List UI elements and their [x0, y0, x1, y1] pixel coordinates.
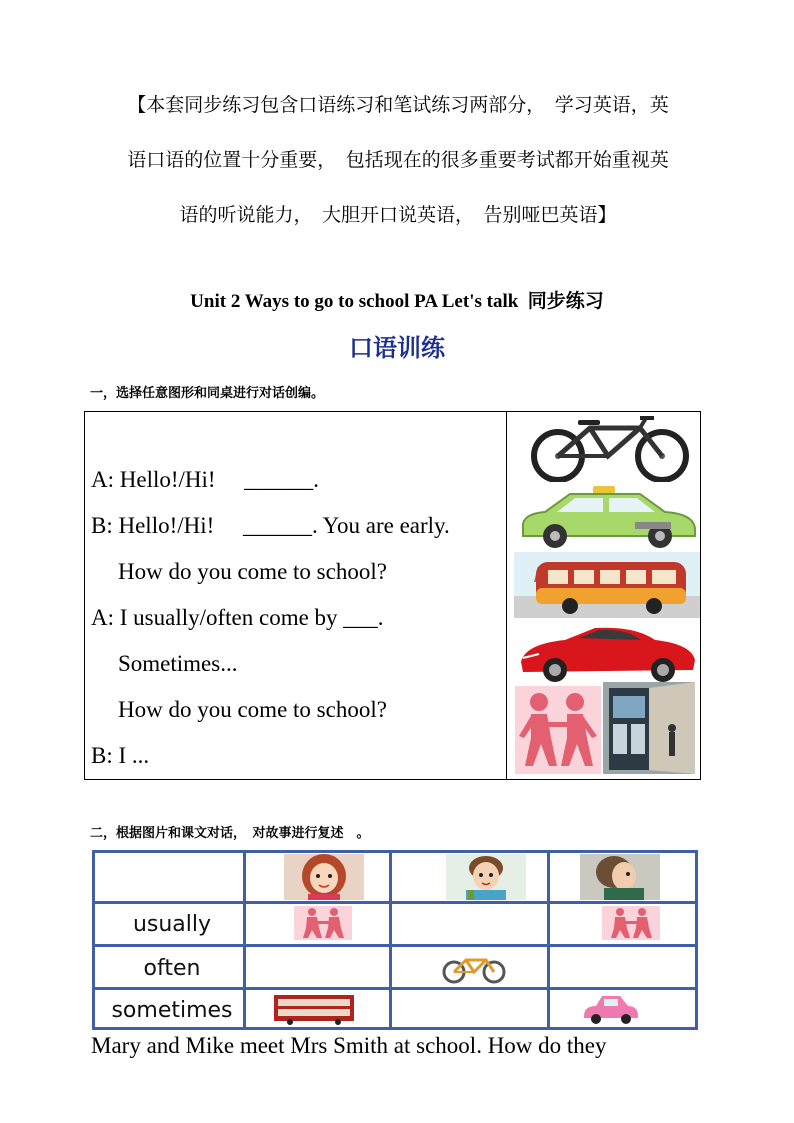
dialogue-line: A: I usually/often come by ___. [91, 605, 384, 630]
bus-icon [272, 993, 356, 1025]
section-subtitle: 口语训练 [349, 334, 445, 362]
table-line [695, 850, 698, 1030]
table-line [547, 850, 550, 1030]
title-chinese: 同步练习 [527, 290, 604, 312]
walking-icon [602, 906, 660, 940]
row-label-often: often [143, 956, 201, 981]
bicycle-icon [440, 952, 508, 984]
row-label-sometimes: sometimes [111, 998, 233, 1023]
car-icon [580, 992, 642, 1026]
dialogue-line: A: Hello!/Hi! ______. [91, 467, 320, 492]
woman-avatar-icon [580, 854, 660, 900]
intro-paragraph [88, 78, 708, 243]
section-2-heading: 二，根据图片和课文对话， 对故事进行复述 。 [90, 826, 370, 841]
girl-avatar-icon [284, 854, 364, 900]
table-line [92, 944, 698, 947]
dialogue-box [84, 411, 701, 780]
box-divider [506, 412, 507, 779]
walking-icon [515, 686, 601, 774]
dialogue-text [91, 457, 450, 779]
boy-avatar-icon [446, 854, 526, 900]
dialogue-line: B: Hello!/Hi! ______. You are early. [91, 513, 450, 538]
table-line [389, 850, 392, 1030]
intro-line-1: 【本套同步练习包含口语练习和笔试练习两部分， 学习英语，英 [127, 94, 669, 116]
dialogue-line: How do you come to school? [118, 697, 387, 722]
dialogue-line: How do you come to school? [118, 559, 387, 584]
page-title [0, 286, 794, 313]
taxi-icon [515, 484, 700, 550]
section-1-heading: 一，选择任意图形和同桌进行对话创编。 [90, 386, 325, 401]
walking-icon [294, 906, 352, 940]
bus-icon [514, 552, 700, 618]
table-line [92, 850, 698, 853]
dialogue-line: Sometimes... [118, 651, 238, 676]
table-line [92, 987, 698, 990]
dialogue-line: B: I ... [91, 743, 150, 768]
table-line [243, 850, 246, 1030]
car-icon [515, 620, 700, 684]
intro-line-2: 语口语的位置十分重要， 包括现在的很多重要考试都开始重视英 [127, 149, 669, 171]
table-line [92, 1027, 698, 1030]
transport-table [92, 850, 698, 1030]
story-text: Mary and Mike meet Mrs Smith at school. How do they [91, 1033, 607, 1058]
intro-line-3: 语的听说能力， 大胆开口说英语， 告别哑巴英语】 [179, 204, 617, 226]
row-label-usually: usually [132, 912, 212, 937]
bicycle-icon [520, 414, 700, 482]
title-english: Unit 2 Ways to go to school PA Let's talk [190, 291, 519, 312]
subway-icon [603, 682, 695, 774]
table-line [92, 901, 698, 904]
table-line [92, 850, 95, 1030]
